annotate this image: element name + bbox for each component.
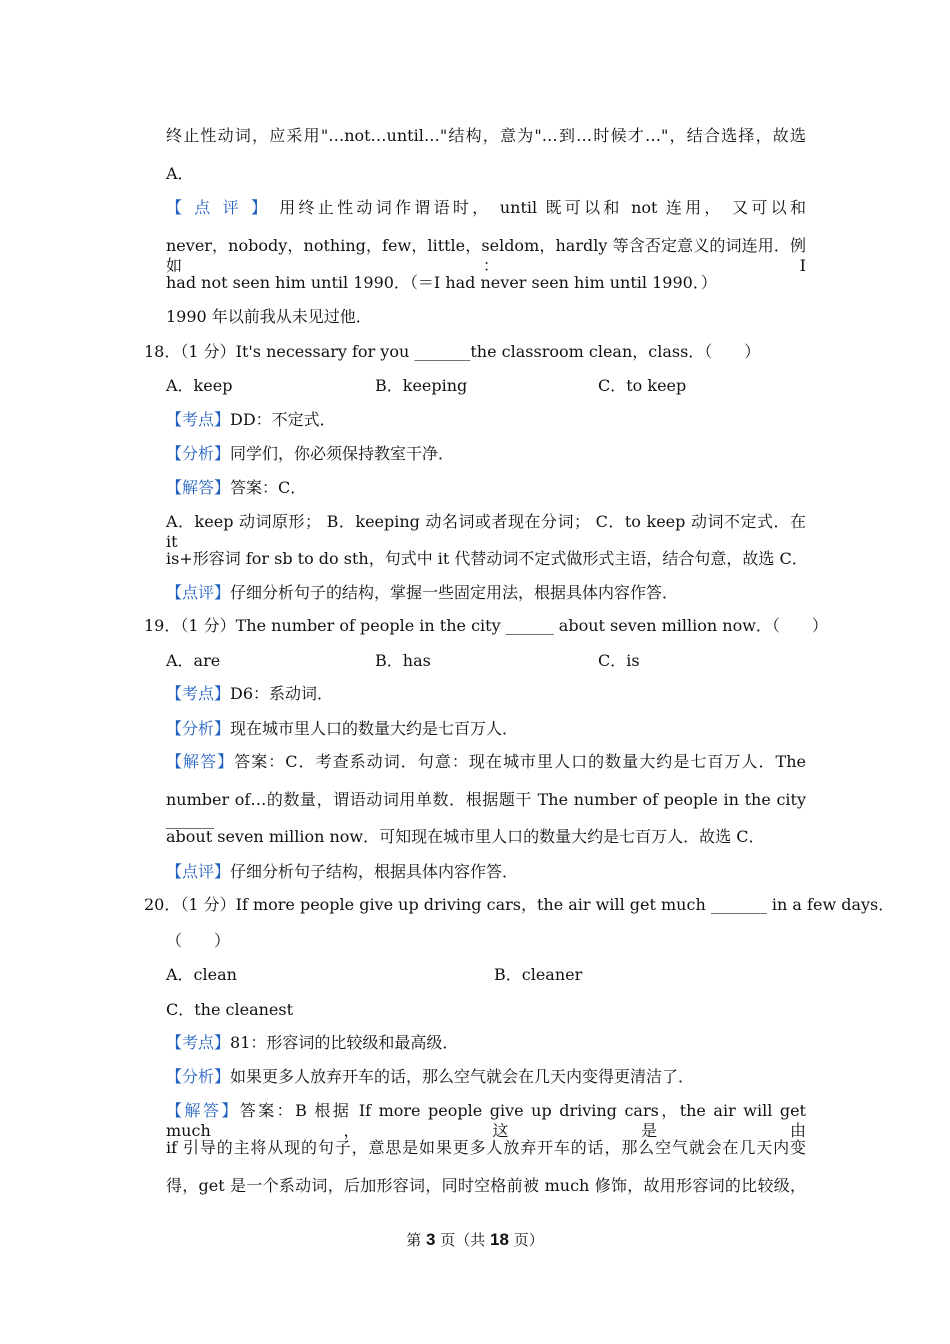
paragraph-line: never，nobody，nothing，few，little，seldom，hardly 等含否定意义的词连用．例如：I xyxy=(166,236,806,275)
kaodian-text: D6：系动词． xyxy=(230,684,334,703)
q18-jieda xyxy=(166,478,306,498)
q20-option-b: B．cleaner xyxy=(494,965,583,984)
dianping-tag: 【点评】 xyxy=(166,583,231,602)
jieda-tag: 【解答】 xyxy=(166,478,231,497)
q20-fenxi xyxy=(166,1067,694,1087)
q18-explanation-line: is+形容词 for sb to do sth，句式中 it 代替动词不定式做形式主语，结合句意，故选 C． xyxy=(166,549,808,568)
q19-kaodian xyxy=(166,684,333,704)
fenxi-tag: 【分析】 xyxy=(166,719,231,738)
q20-answer-paren: （ ） xyxy=(166,931,231,950)
q18-option-a: A．keep xyxy=(166,376,233,395)
jieda-text: 答案：B 根据 If more people give up driving cars，the air will get much，这是由 xyxy=(166,1101,806,1140)
kaodian-text: DD：不定式． xyxy=(230,410,336,429)
fenxi-text: 现在城市里人口的数量大约是七百万人． xyxy=(230,719,519,738)
footer-prefix: 第 xyxy=(406,1231,427,1249)
q20-option-a: A．clean xyxy=(166,965,237,984)
dianping-tag: 【点评】 xyxy=(166,198,280,217)
q18-dianping xyxy=(166,583,678,603)
q18-explanation-line: A．keep 动词原形； B．keeping 动名词或者现在分词； C．to keep 动词不定式．在 it xyxy=(166,512,806,551)
fenxi-text: 同学们，你必须保持教室干净． xyxy=(230,444,455,463)
q20-explanation-line: 得，get 是一个系动词，后加形容词，同时空格前被 much 修饰，故用形容词的比较级， xyxy=(166,1176,806,1195)
fenxi-tag: 【分析】 xyxy=(166,444,231,463)
paragraph-line: 终止性动词，应采用"…not…until…"结构，意为"…到…时候才…"，结合选择，故选 xyxy=(166,126,806,145)
kaodian-tag: 【考点】 xyxy=(166,1033,231,1052)
q19-option-b: B．has xyxy=(375,651,431,670)
q18-fenxi xyxy=(166,444,454,464)
q19-option-c: C．is xyxy=(598,651,640,670)
dianping-tag: 【点评】 xyxy=(166,862,231,881)
footer-middle: 页（共 xyxy=(435,1231,491,1249)
dianping-text: 仔细分析句子的结构，掌握一些固定用法，根据具体内容作答． xyxy=(230,583,679,602)
paragraph-line: A． xyxy=(166,164,194,183)
jieda-text: 答案：C． xyxy=(230,478,307,497)
q18-option-c: C．to keep xyxy=(598,376,687,395)
q20-kaodian xyxy=(166,1033,458,1053)
footer-suffix: 页） xyxy=(508,1231,544,1249)
q19-option-a: A．are xyxy=(166,651,221,670)
jieda-tag: 【解答】 xyxy=(166,752,235,771)
kaodian-text: 81：形容词的比较级和最高级． xyxy=(230,1033,459,1052)
jieda-text: 答案：C．考查系动词．句意：现在城市里人口的数量大约是七百万人．The xyxy=(234,752,806,771)
q18-kaodian xyxy=(166,410,336,430)
q19-jieda xyxy=(166,752,806,772)
paragraph-line: 1990 年以前我从未见过他． xyxy=(166,307,372,326)
fenxi-text: 如果更多人放弃开车的话，那么空气就会在几天内变得更清洁了． xyxy=(230,1067,695,1086)
total-page-count: 18 xyxy=(490,1230,509,1249)
kaodian-tag: 【考点】 xyxy=(166,410,231,429)
paragraph-line: had not seen him until 1990．（＝I had never seen him until 1990．） xyxy=(166,273,717,292)
q19-explanation-line: about seven million now．可知现在城市里人口的数量大约是七百万人．故选 C． xyxy=(166,827,765,846)
dianping-line xyxy=(166,198,806,218)
fenxi-tag: 【分析】 xyxy=(166,1067,231,1086)
current-page-number: 3 xyxy=(426,1230,436,1249)
q20-explanation-line: if 引导的主将从现的句子，意思是如果更多人放弃开车的话，那么空气就会在几天内变 xyxy=(166,1138,806,1157)
q19-explanation-line: number of…的数量，谓语动词用单数．根据题干 The number of people in the city ______ xyxy=(166,790,806,829)
q19-fenxi xyxy=(166,719,518,739)
dianping-text: 仔细分析句子结构，根据具体内容作答． xyxy=(230,862,519,881)
q20-option-c: C．the cleanest xyxy=(166,1000,294,1019)
kaodian-tag: 【考点】 xyxy=(166,684,231,703)
q19-dianping xyxy=(166,862,518,882)
q20-jieda xyxy=(166,1101,806,1141)
question-18: 18．（1 分）It's necessary for you _______the classroom clean，class．（ ） xyxy=(144,342,761,361)
dianping-text: 用终止性动词作谓语时， until 既可以和 not 连用， 又可以和 xyxy=(279,198,806,217)
q18-option-b: B．keeping xyxy=(375,376,468,395)
question-19: 19．（1 分）The number of people in the city ______ about seven million now．（ ） xyxy=(144,616,828,635)
page-footer xyxy=(0,1229,950,1250)
question-20: 20．（1 分）If more people give up driving cars，the air will get much _______ in a few days． xyxy=(144,895,895,914)
jieda-tag: 【解答】 xyxy=(166,1101,240,1120)
